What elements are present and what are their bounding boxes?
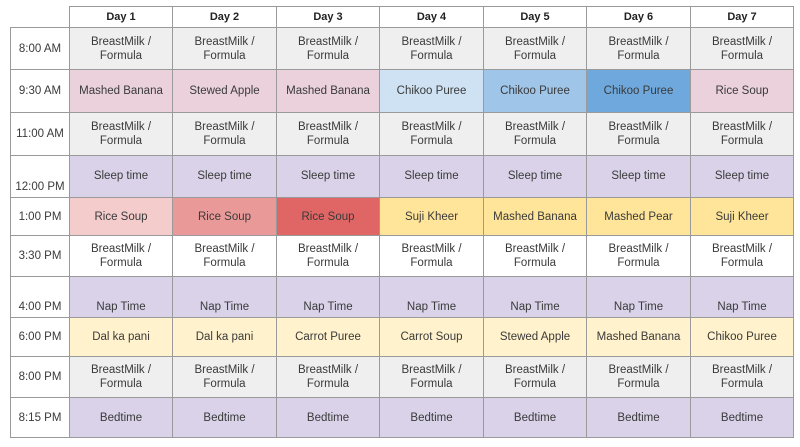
schedule-body	[11, 28, 794, 438]
schedule-cell: Nap Time	[484, 277, 587, 318]
schedule-cell: Rice Soup	[70, 198, 173, 236]
schedule-cell: BreastMilk / Formula	[587, 357, 691, 398]
schedule-cell: BreastMilk / Formula	[173, 113, 277, 156]
schedule-row	[11, 277, 794, 318]
schedule-cell: Mashed Banana	[587, 318, 691, 357]
schedule-row	[11, 28, 794, 70]
header-row	[11, 7, 794, 28]
schedule-cell: BreastMilk / Formula	[277, 357, 380, 398]
schedule-cell: Sleep time	[277, 156, 380, 198]
schedule-cell: BreastMilk / Formula	[587, 113, 691, 156]
schedule-cell: BreastMilk / Formula	[173, 28, 277, 70]
schedule-cell: BreastMilk / Formula	[277, 236, 380, 277]
schedule-cell: Dal ka pani	[173, 318, 277, 357]
time-label: 4:00 PM	[11, 277, 70, 318]
schedule-cell: BreastMilk / Formula	[691, 113, 794, 156]
time-label: 11:00 AM	[11, 113, 70, 156]
schedule-cell: Sleep time	[380, 156, 484, 198]
schedule-cell: Nap Time	[70, 277, 173, 318]
schedule-cell: Stewed Apple	[484, 318, 587, 357]
schedule-cell: BreastMilk / Formula	[277, 113, 380, 156]
meal-schedule-table	[10, 6, 794, 438]
schedule-cell: Sleep time	[691, 156, 794, 198]
day-header: Day 3	[277, 7, 380, 28]
schedule-cell: BreastMilk / Formula	[70, 357, 173, 398]
day-header: Day 7	[691, 7, 794, 28]
schedule-cell: Sleep time	[484, 156, 587, 198]
time-label: 3:30 PM	[11, 236, 70, 277]
schedule-cell: Chikoo Puree	[380, 70, 484, 113]
schedule-cell: Rice Soup	[277, 198, 380, 236]
schedule-cell: BreastMilk / Formula	[173, 236, 277, 277]
schedule-cell: Sleep time	[70, 156, 173, 198]
schedule-cell: BreastMilk / Formula	[380, 236, 484, 277]
schedule-row	[11, 198, 794, 236]
schedule-cell: BreastMilk / Formula	[70, 236, 173, 277]
time-label: 8:00 PM	[11, 357, 70, 398]
schedule-cell: Mashed Pear	[587, 198, 691, 236]
schedule-cell: Carrot Soup	[380, 318, 484, 357]
schedule-cell: Dal ka pani	[70, 318, 173, 357]
schedule-cell: Suji Kheer	[380, 198, 484, 236]
schedule-cell: Chikoo Puree	[587, 70, 691, 113]
schedule-cell: Bedtime	[691, 398, 794, 438]
schedule-cell: Rice Soup	[691, 70, 794, 113]
schedule-cell: Sleep time	[173, 156, 277, 198]
schedule-cell: Carrot Puree	[277, 318, 380, 357]
schedule-cell: BreastMilk / Formula	[587, 28, 691, 70]
time-label: 1:00 PM	[11, 198, 70, 236]
schedule-cell: Bedtime	[70, 398, 173, 438]
schedule-cell: Suji Kheer	[691, 198, 794, 236]
schedule-cell: Chikoo Puree	[691, 318, 794, 357]
schedule-cell: BreastMilk / Formula	[484, 28, 587, 70]
day-header: Day 6	[587, 7, 691, 28]
day-header: Day 1	[70, 7, 173, 28]
schedule-cell: Sleep time	[587, 156, 691, 198]
schedule-cell: BreastMilk / Formula	[380, 28, 484, 70]
schedule-cell: BreastMilk / Formula	[277, 28, 380, 70]
schedule-cell: Mashed Banana	[484, 198, 587, 236]
schedule-cell: BreastMilk / Formula	[484, 113, 587, 156]
schedule-cell: Nap Time	[691, 277, 794, 318]
schedule-cell: Bedtime	[173, 398, 277, 438]
schedule-cell: Nap Time	[587, 277, 691, 318]
schedule-row	[11, 318, 794, 357]
time-label: 8:00 AM	[11, 28, 70, 70]
schedule-row	[11, 398, 794, 438]
schedule-cell: Nap Time	[380, 277, 484, 318]
schedule-cell: BreastMilk / Formula	[380, 113, 484, 156]
schedule-cell: BreastMilk / Formula	[484, 357, 587, 398]
schedule-cell: Rice Soup	[173, 198, 277, 236]
schedule-row	[11, 236, 794, 277]
schedule-cell: Bedtime	[277, 398, 380, 438]
schedule-row	[11, 70, 794, 113]
schedule-cell: BreastMilk / Formula	[691, 236, 794, 277]
schedule-cell: Nap Time	[277, 277, 380, 318]
day-header: Day 4	[380, 7, 484, 28]
time-label: 12:00 PM	[11, 156, 70, 198]
schedule-cell: Stewed Apple	[173, 70, 277, 113]
schedule-cell: Chikoo Puree	[484, 70, 587, 113]
schedule-cell: BreastMilk / Formula	[70, 113, 173, 156]
day-header: Day 5	[484, 7, 587, 28]
schedule-cell: BreastMilk / Formula	[380, 357, 484, 398]
schedule-cell: Nap Time	[173, 277, 277, 318]
corner-cell	[11, 7, 70, 28]
schedule-cell: Bedtime	[587, 398, 691, 438]
schedule-row	[11, 357, 794, 398]
schedule-cell: BreastMilk / Formula	[587, 236, 691, 277]
schedule-cell: Mashed Banana	[70, 70, 173, 113]
schedule-cell: BreastMilk / Formula	[70, 28, 173, 70]
schedule-row	[11, 113, 794, 156]
schedule-cell: Bedtime	[380, 398, 484, 438]
time-label: 6:00 PM	[11, 318, 70, 357]
schedule-cell: BreastMilk / Formula	[691, 28, 794, 70]
schedule-cell: BreastMilk / Formula	[484, 236, 587, 277]
day-header: Day 2	[173, 7, 277, 28]
schedule-cell: BreastMilk / Formula	[173, 357, 277, 398]
time-label: 8:15 PM	[11, 398, 70, 438]
schedule-cell: Mashed Banana	[277, 70, 380, 113]
time-label: 9:30 AM	[11, 70, 70, 113]
schedule-cell: BreastMilk / Formula	[691, 357, 794, 398]
schedule-cell: Bedtime	[484, 398, 587, 438]
schedule-row	[11, 156, 794, 198]
